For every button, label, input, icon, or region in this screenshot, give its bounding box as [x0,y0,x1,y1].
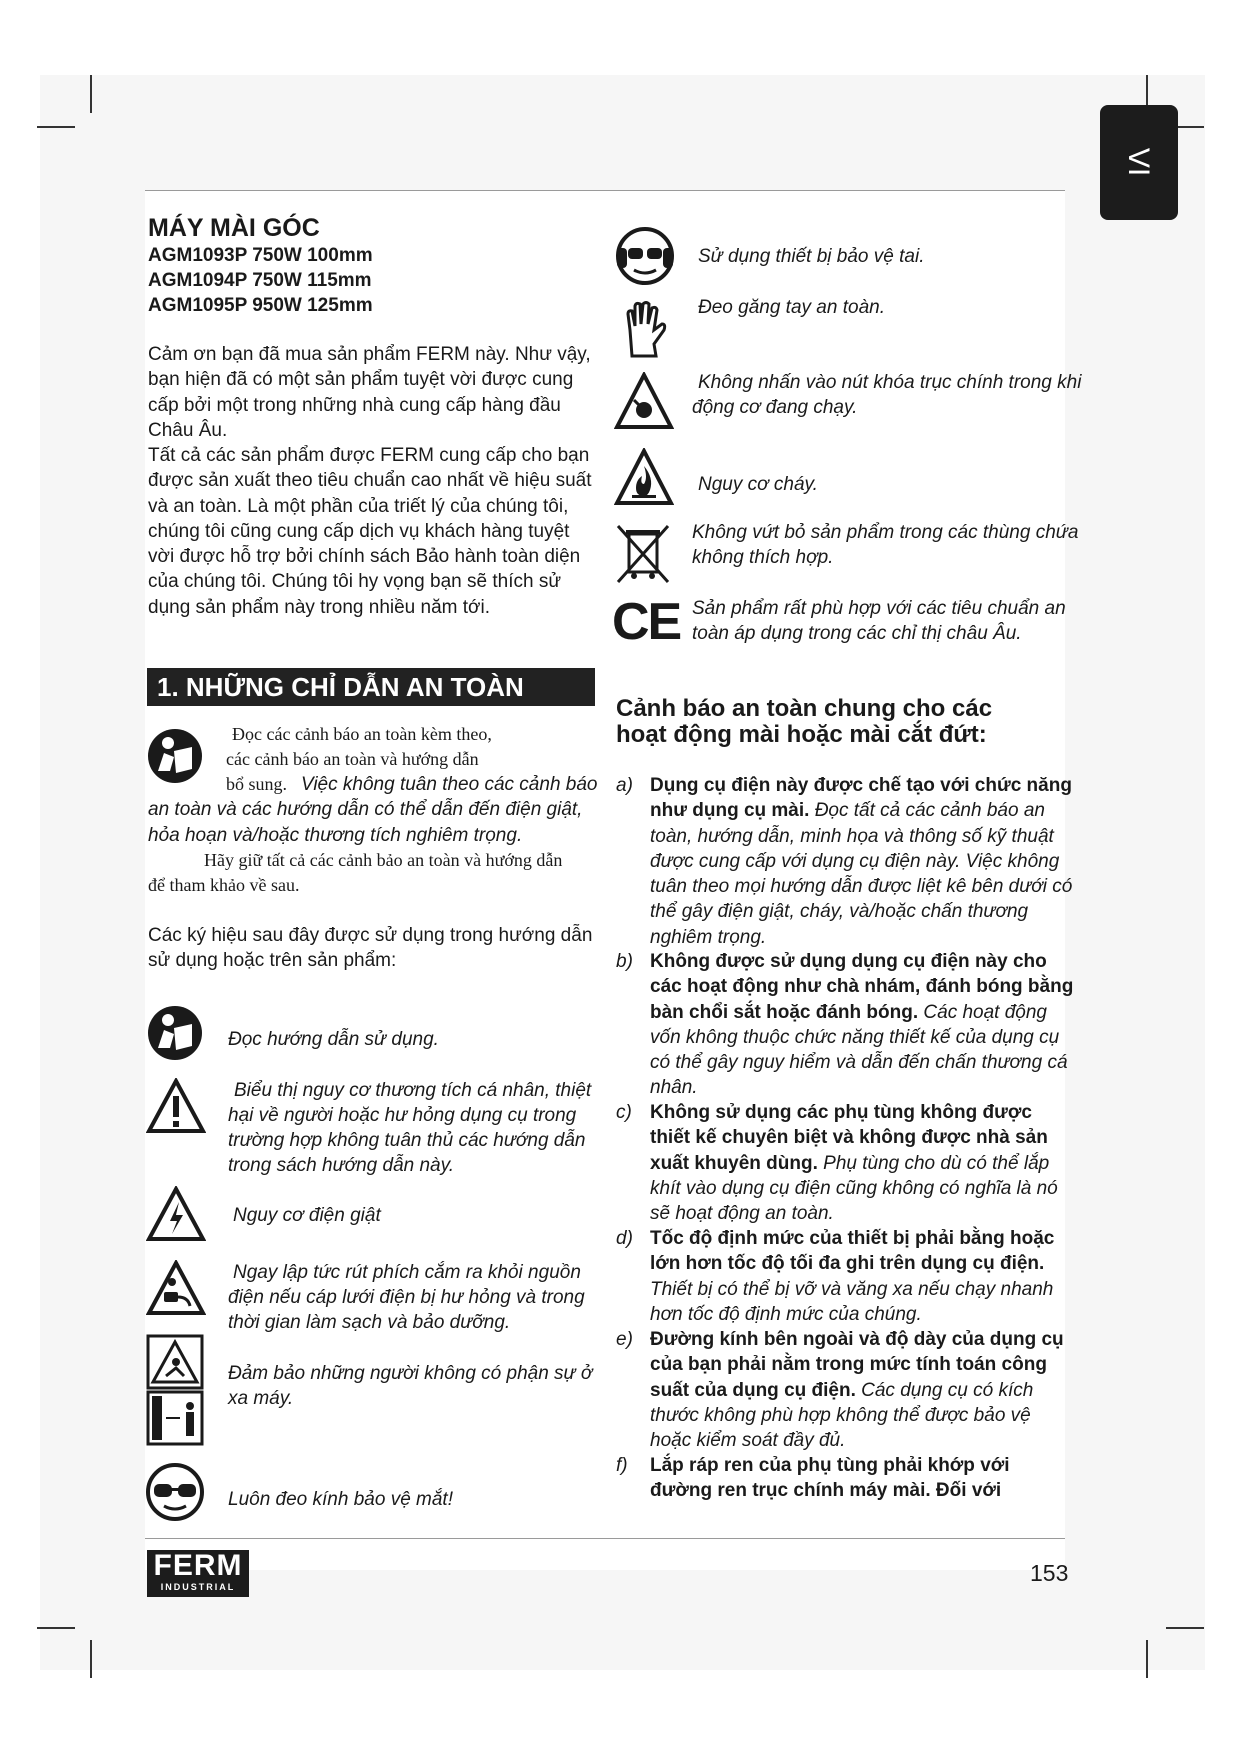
page-title: MÁY MÀI GÓC [148,214,320,242]
read-warning-consequence: Việc không tuân theo các cảnh báo an toàn và các hướng dẫn có thể dẫn đến điện giật, hỏa hoạn và/hoặc thương tích nghiêm trọng. [148,774,598,846]
intro-paragraph: Tất cả các sản phẩm được FERM cung cấp cho bạn được sản xuất theo tiêu chuẩn cao nhất về hiệu suất và an toàn. Là một phần của triết lý của chúng tôi, chúng tôi cũng cung cấp dịch vụ khách hàng tuyệt vời được hỗ trợ bởi chính sách Bảo hành toàn diện của chúng tôi. Chúng tôi hy vọng bạn sẽ thích sử dụng sản phẩm này trong nhiều năm tới. [148,445,592,618]
warning-icon [146,1078,206,1134]
warning-item-bold: Đường kính bên ngoài và độ dày của dụng cụ của bạn phải nằm trong mức tính toán công suất của dụng cụ điện. [650,1329,1064,1401]
intro-paragraph: Cảm ơn bạn đã mua sản phẩm FERM này. Như vậy, bạn hiện đã có một sản phẩm tuyệt vời được cung cấp bởi một trong những nhà cung cấp hàng đầu Châu Âu. [148,344,591,441]
crop-mark [37,1627,75,1629]
warning-item-label: a) [616,775,633,796]
warning-item-label: c) [616,1102,632,1123]
symbol-text: Không nhấn vào nút khóa trục chính trong khi động cơ đang chạy. [692,372,1082,418]
warning-item-bold: Lắp ráp ren của phụ tùng phải khớp với đường ren trục chính máy mài. Đối với [650,1455,1010,1502]
keep-distance-icon [146,1334,204,1446]
symbol-text: Sử dụng thiết bị bảo vệ tai. [698,246,925,267]
fire-hazard-icon [614,448,674,506]
no-bin-icon [614,522,672,586]
electric-shock-icon [146,1186,206,1242]
symbol-text: Đeo găng tay an toàn. [698,297,885,318]
crop-mark [1146,1640,1148,1678]
ear-protection-icon [616,226,674,286]
warning-item-label: d) [616,1228,633,1249]
warning-item-text: Các hoạt động vốn không thuộc chức năng thiết kế của dụng cụ có thể gây nguy hiểm và dẫn đến chấn thương cá nhân. [650,1001,1068,1099]
symbol-text: Đảm bảo những người không có phận sự ở xa máy. [228,1363,593,1409]
warning-item [616,773,1076,950]
symbol-text: Đọc hướng dẫn sử dụng. [228,1029,439,1050]
read-warning-keep: Hãy giữ tất cả các cảnh bảo an toàn và hướng dẫn để tham khảo về sau. [148,850,563,896]
warning-item-label: e) [616,1329,633,1350]
warning-item [616,949,1076,1101]
page-number: 153 [1030,1560,1069,1586]
warning-item [616,1327,1076,1453]
warning-item-text: Các dụng cụ có kích thước không phù hợp không thể được bảo vệ hoặc kiểm soát đầy đủ. [650,1379,1034,1452]
ferm-industrial-logo [147,1550,249,1597]
warning-item-bold: Dụng cụ điện này được chế tạo với chức năng như dụng cụ mài. [650,775,1072,822]
warning-item [616,1100,1076,1226]
model-line: AGM1095P 950W 125mm [148,295,373,316]
gloves-icon [622,300,668,360]
crop-mark [90,1640,92,1678]
read-warning-line: các cảnh báo an toàn và hướng dẫn [226,749,479,769]
read-manual-icon [146,1004,204,1062]
warning-item-bold: Không được sử dụng dụng cụ điện này cho các hoạt động như chà nhám, đánh bóng bằng bàn chổi sắt hoặc đánh bóng. [650,951,1074,1023]
logo-subtitle: INDUSTRIAL [160,1582,236,1592]
bottom-rule [145,1538,1065,1539]
symbol-text: Không vứt bỏ sản phẩm trong các thùng chứa không thích hợp. [692,522,1079,568]
symbol-text: Biểu thị nguy cơ thương tích cá nhân, thiệt hại về người hoặc hư hỏng dụng cụ trong trường hợp không tuân thủ các hướng dẫn trong sách hướng dẫn này. [228,1080,592,1176]
language-tab-label: VI [1122,147,1156,177]
crop-mark [90,75,92,113]
warning-item [616,1453,1076,1504]
warnings-heading: Cảnh báo an toàn chung cho các hoạt động mài hoặc mài cắt đứt: [616,695,993,748]
symbol-text: Ngay lập tức rút phích cắm ra khỏi nguồn điện nếu cáp lưới điện bị hư hỏng và trong thời gian làm sạch và bảo dưỡng. [228,1262,585,1333]
ce-mark-icon: CE [612,593,681,651]
model-line: AGM1094P 750W 115mm [148,270,372,291]
crop-mark [37,126,75,128]
symbol-text: Luôn đeo kính bảo vệ mắt! [228,1489,453,1510]
read-warning-line: Đọc các cảnh báo an toàn kèm theo, [232,724,492,744]
unplug-icon [146,1260,206,1316]
warning-item-label: b) [616,951,633,972]
section-heading: 1. NHỮNG CHỈ DẪN AN TOÀN [147,668,595,706]
warning-item-text: Đọc tất cả các cảnh báo an toàn, hướng dẫn, minh họa và thông số kỹ thuật được cung cấp với dụng cụ điện này. Việc không tuân theo mọi hướng dẫn được liệt kê bên dưới có thể gây điện giật, cháy, và/hoặc chấn thương nghiêm trọng. [650,800,1073,948]
top-rule [145,190,1065,191]
warning-item-text: Thiết bị có thể bị vỡ và văng xa nếu chạy nhanh hơn tốc độ định mức của chúng. [650,1278,1054,1325]
eye-protection-icon [146,1462,204,1522]
read-warning-line: bổ sung. [226,774,288,794]
symbol-text: Nguy cơ cháy. [698,474,818,495]
warning-item-bold: Không sử dụng các phụ tùng không được thiết kế chuyên biệt và không được nhà sản xuất khuyên dùng. [650,1102,1048,1174]
logo-wordmark: FERM [153,1549,243,1582]
crop-mark [1166,1627,1204,1629]
warning-item-bold: Tốc độ định mức của thiết bị phải bằng hoặc lớn hơn tốc độ tối đa ghi trên dụng cụ điện. [650,1228,1055,1275]
symbols-intro: Các ký hiệu sau đây được sử dụng trong hướng dẫn sử dụng hoặc trên sản phẩm: [148,925,593,972]
warning-item [616,1226,1076,1327]
language-tab [1100,105,1178,220]
symbol-text: Sản phẩm rất phù hợp với các tiêu chuẩn an toàn áp dụng trong các chỉ thị châu Âu. [692,598,1066,644]
model-line: AGM1093P 750W 100mm [148,245,373,266]
symbol-text: Nguy cơ điện giật [233,1205,381,1226]
warning-item-text: Phụ tùng cho dù có thể lắp khít vào dụng cụ điện cũng không có nghĩa là nó sẽ hoạt động an toàn. [650,1152,1058,1225]
warning-item-label: f) [616,1455,628,1476]
spindle-lock-warning-icon [614,372,674,430]
